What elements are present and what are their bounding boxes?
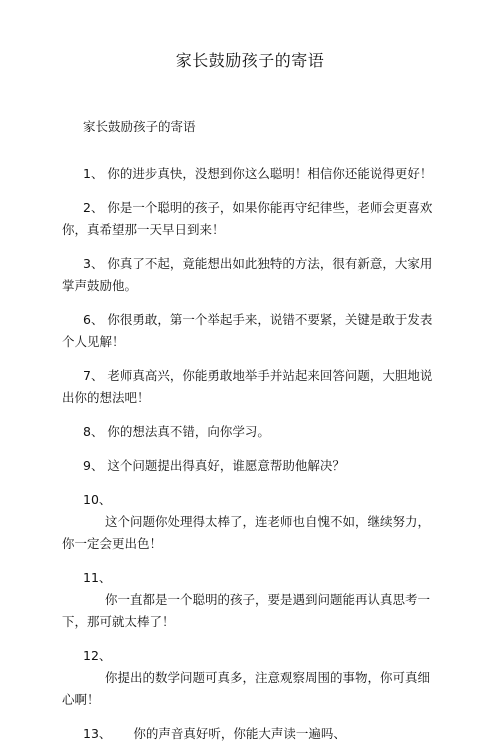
- list-item-number: 12、: [83, 648, 112, 663]
- list-item: [62, 567, 434, 633]
- list-item: [62, 723, 434, 745]
- list-item-number: 13、: [83, 726, 112, 741]
- list-item-text: 你的声音真好听，你能大声读一遍吗、: [133, 726, 346, 741]
- list-item-text: 你提出的数学问题可真多，注意观察周围的事物，你可真细心啊！: [62, 670, 431, 707]
- list-item-text: 你一直都是一个聪明的孩子，要是遇到问题能再认真思考一下，那可就太棒了！: [62, 592, 431, 629]
- list-item: [62, 489, 434, 555]
- document-title: 家长鼓励孩子的寄语: [175, 51, 325, 70]
- list-item-number: 10、: [83, 492, 112, 507]
- document-body: [62, 163, 434, 745]
- list-item: 8、 你的想法真不错，向你学习。: [83, 424, 270, 439]
- list-item: 1、 你的进步真快，没想到你这么聪明！相信你还能说得更好！: [83, 166, 433, 181]
- list-item: [62, 645, 434, 711]
- document-subtitle: 家长鼓励孩子的寄语: [83, 119, 196, 134]
- list-item: 3、 你真了不起，竟能想出如此独特的方法，很有新意，大家用掌声鼓励他。: [62, 256, 433, 293]
- list-item: 2、 你是一个聪明的孩子，如果你能再守纪律些，老师会更喜欢你，真希望那一天早日到来！: [62, 200, 433, 237]
- list-item-number: 11、: [83, 570, 112, 585]
- list-item: 7、 老师真高兴，你能勇敢地举手并站起来回答问题，大胆地说出你的想法吧！: [62, 368, 433, 405]
- list-item: 6、 你很勇敢，第一个举起手来，说错不要紧，关键是敢于发表个人见解！: [62, 312, 433, 349]
- list-item: 9、 这个问题提出得真好，谁愿意帮助他解决？: [83, 458, 345, 473]
- list-item-text: 这个问题你处理得太棒了，连老师也自愧不如，继续努力，你一定会更出色！: [62, 514, 431, 551]
